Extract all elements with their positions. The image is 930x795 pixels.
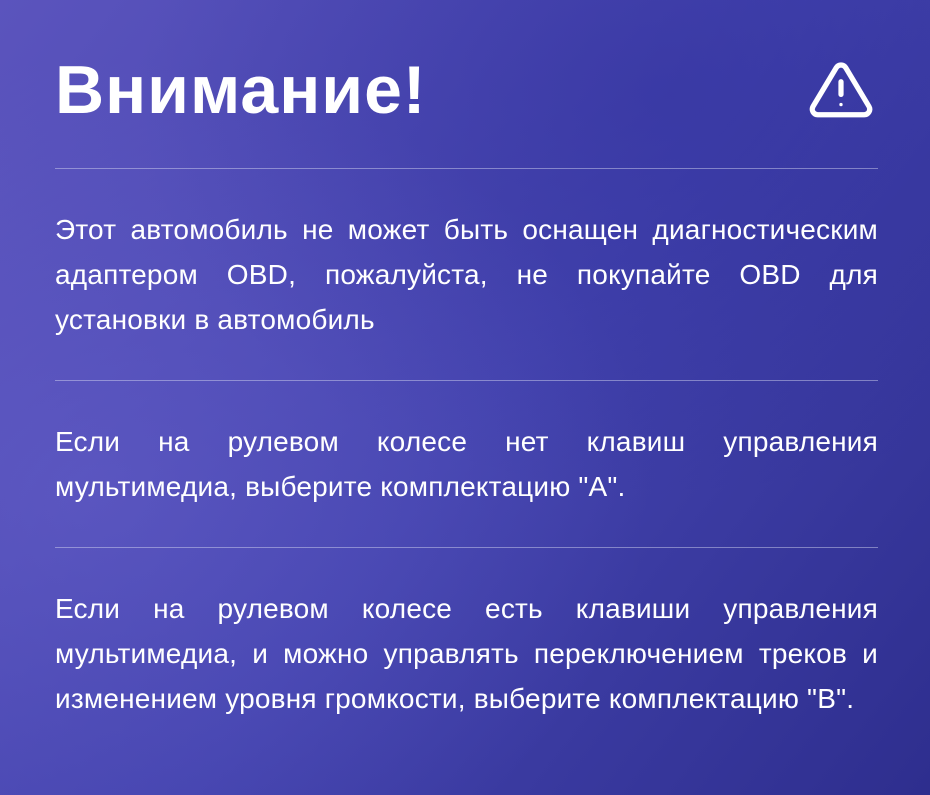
- page-title: Внимание!: [55, 52, 427, 128]
- banner-header: [55, 50, 878, 130]
- paragraph-trim-b: Если на рулевом колесе есть клавиши управления мультимедиа, и можно управлять переключением треков и изменением уровня громкости, выберите комплектацию "B".: [55, 593, 878, 714]
- divider: [55, 168, 878, 169]
- warning-triangle-icon: [808, 57, 874, 123]
- divider: [55, 380, 878, 381]
- paragraph-trim-a: Если на рулевом колесе нет клавиш управления мультимедиа, выберите комплектацию "A".: [55, 426, 878, 502]
- divider: [55, 547, 878, 548]
- paragraph-obd-warning: Этот автомобиль не может быть оснащен диагностическим адаптером OBD, пожалуйста, не покупайте OBD для установки в автомобиль: [55, 214, 878, 335]
